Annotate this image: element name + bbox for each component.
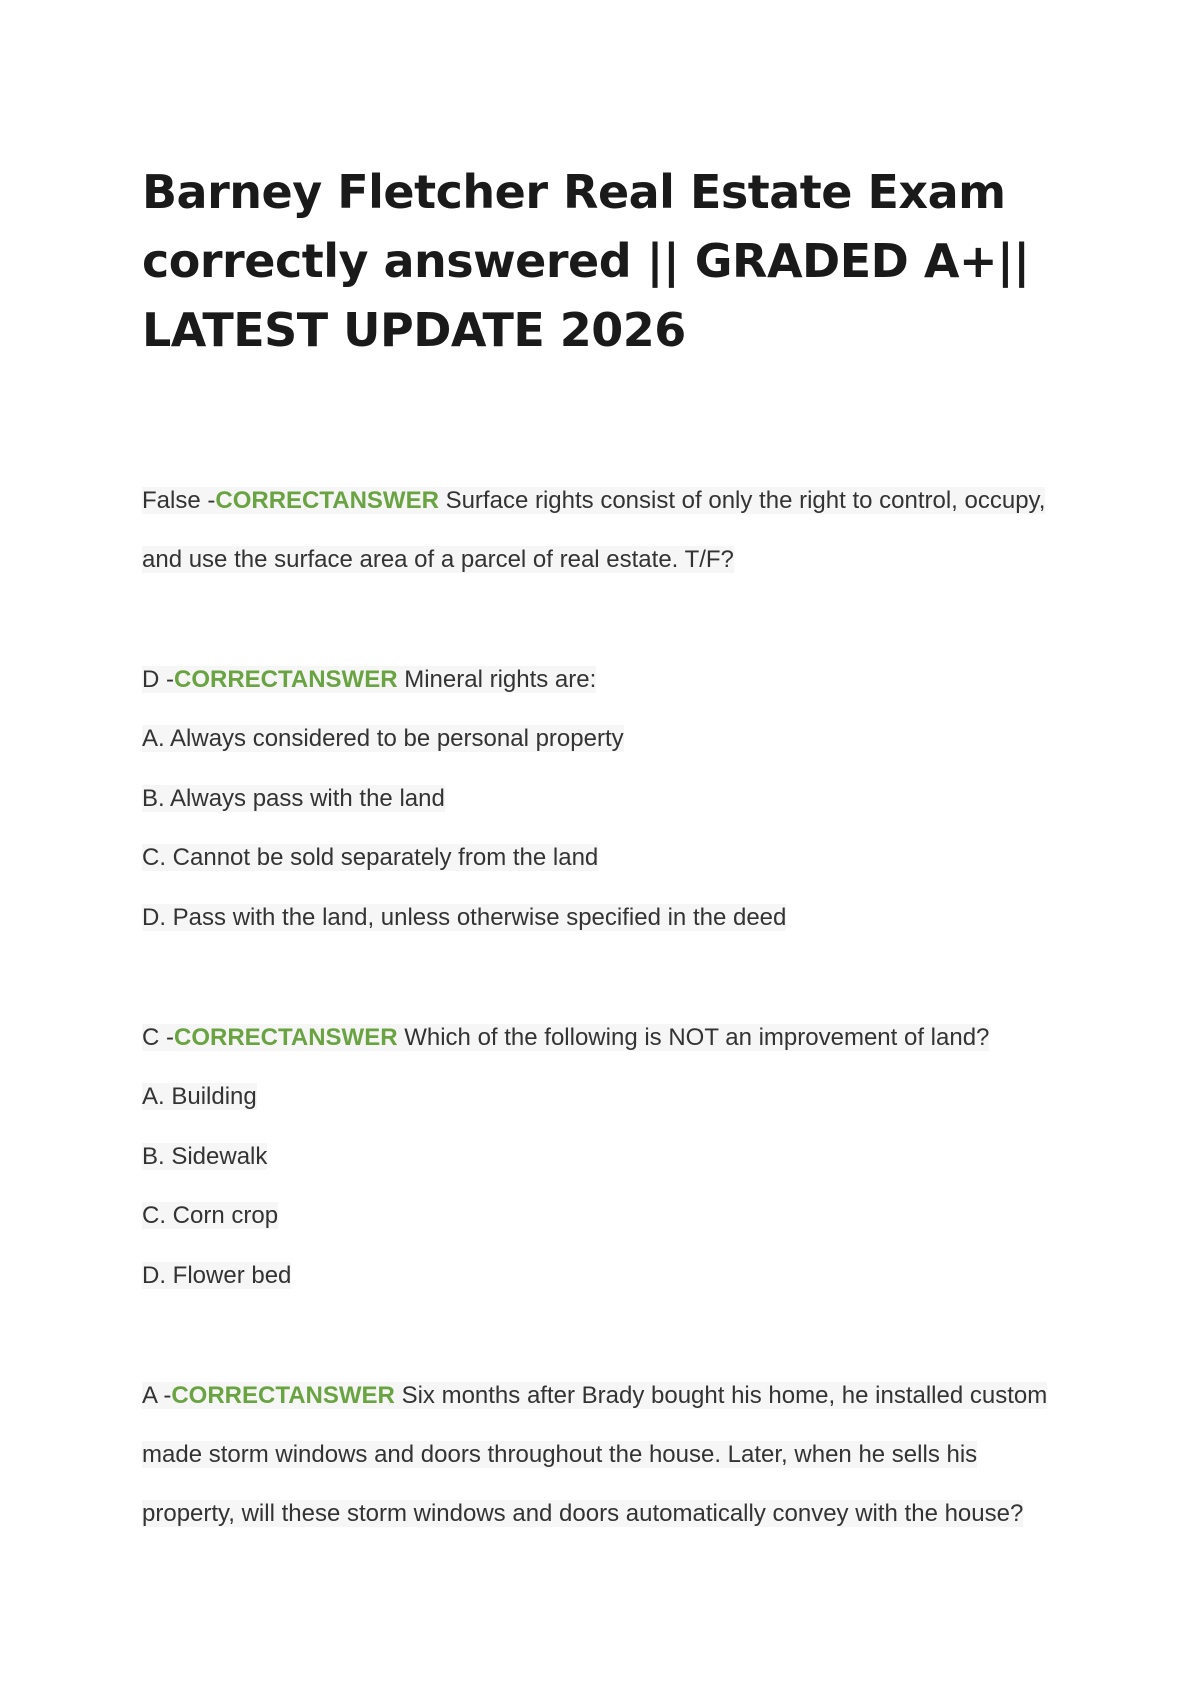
question-text: Six months after Brady bought his home, he installed custom — [395, 1382, 1047, 1409]
answer-option: D. Flower bed — [142, 1261, 292, 1289]
answer-option: B. Always pass with the land — [142, 784, 445, 812]
answer-value: D - — [142, 666, 174, 693]
correct-answer-tag: CORRECTANSWER — [174, 1024, 398, 1051]
answer-option: C. Corn crop — [142, 1202, 279, 1229]
question-line — [142, 1008, 1042, 1067]
question-block-2 — [142, 650, 1042, 947]
question-text: Which of the following is NOT an improvement of land? — [398, 1024, 990, 1051]
question-text: and use the surface area of a parcel of real estate. T/F? — [142, 546, 734, 573]
question-text: Mineral rights are: — [398, 666, 597, 693]
correct-answer-tag: CORRECTANSWER — [174, 666, 398, 693]
document-page — [142, 158, 1048, 1604]
answer-option: A. Building — [142, 1083, 257, 1110]
question-list — [142, 471, 1048, 1543]
answer-option: B. Sidewalk — [142, 1142, 268, 1170]
question-line — [142, 1425, 1042, 1484]
question-line — [142, 471, 1046, 530]
question-line — [142, 650, 1042, 709]
question-line — [142, 530, 1042, 589]
correct-answer-tag: CORRECTANSWER — [215, 487, 439, 514]
question-text: Surface rights consist of only the right to control, occupy, — [439, 487, 1046, 514]
question-line — [142, 1366, 1048, 1425]
correct-answer-tag: CORRECTANSWER — [171, 1382, 395, 1409]
answer-value: C - — [142, 1024, 174, 1051]
answer-option: A. Always considered to be personal property — [142, 725, 624, 752]
title-line-2: correctly answered || GRADED A+|| — [142, 234, 1030, 288]
question-block-3 — [142, 1008, 1042, 1305]
question-line — [142, 1484, 1042, 1543]
question-block-1 — [142, 471, 1046, 589]
question-text: made storm windows and doors throughout the house. Later, when he sells his — [142, 1441, 978, 1468]
title-line-1: Barney Fletcher Real Estate Exam — [142, 165, 1006, 219]
answer-option: C. Cannot be sold separately from the land — [142, 844, 599, 871]
title-line-3: LATEST UPDATE 2026 — [142, 303, 686, 357]
answer-value: A - — [142, 1382, 172, 1409]
answer-value: False - — [142, 487, 216, 514]
answer-option: D. Pass with the land, unless otherwise specified in the deed — [142, 903, 787, 931]
question-block-4 — [142, 1366, 1048, 1543]
document-title — [142, 158, 1042, 365]
question-text: property, will these storm windows and doors automatically convey with the house? — [142, 1500, 1024, 1527]
